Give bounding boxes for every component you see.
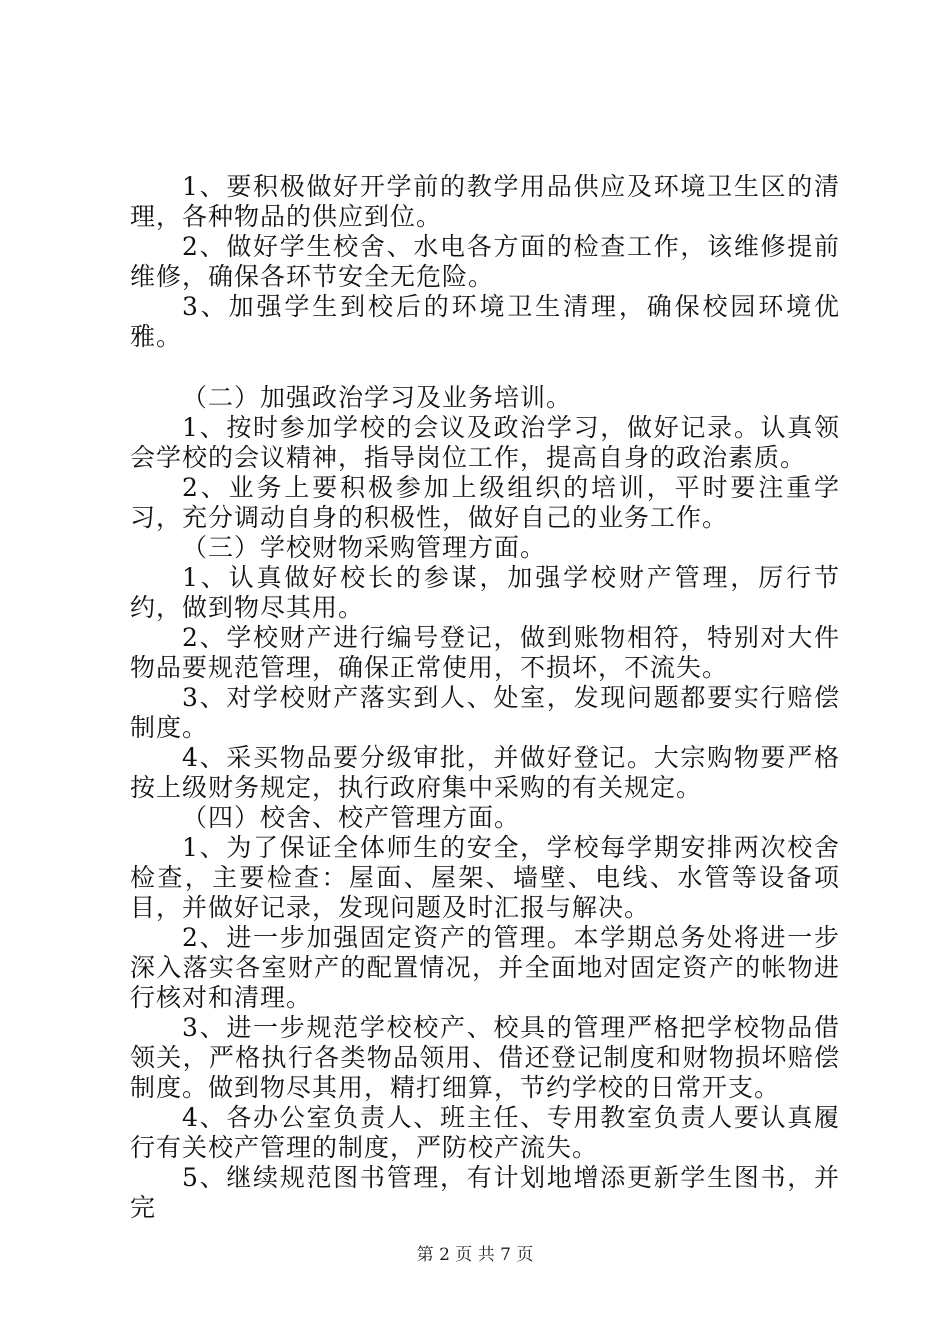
- paragraph: 2、业务上要积极参加上级组织的培训，平时要注重学习，充分调动自身的积极性，做好自己的业务工作。: [130, 473, 840, 532]
- paragraph: 2、进一步加强固定资产的管理。本学期总务处将进一步深入落实各室财产的配置情况，并全面地对固定资产的帐物进行核对和清理。: [130, 923, 840, 1012]
- page-number-footer: 第 2 页 共 7 页: [416, 1245, 534, 1265]
- paragraph: 5、继续规范图书管理，有计划地增添更新学生图书，并完: [130, 1163, 840, 1222]
- paragraph: 1、认真做好校长的参谋，加强学校财产管理，厉行节约，做到物尽其用。: [130, 563, 840, 622]
- paragraph: 2、学校财产进行编号登记，做到账物相符，特别对大件物品要规范管理，确保正常使用，不损坏，不流失。: [130, 623, 840, 682]
- section-heading: （二）加强政治学习及业务培训。: [182, 383, 573, 412]
- document-body: [130, 172, 840, 1223]
- paragraph: 3、进一步规范学校校产、校具的管理严格把学校物品借领关，严格执行各类物品领用、借还登记制度和财物损坏赔偿制度。做到物尽其用，精打细算，节约学校的日常开支。: [130, 1013, 840, 1102]
- section-heading: （四）校舍、校产管理方面。: [182, 803, 521, 832]
- paragraph: 4、采买物品要分级审批，并做好登记。大宗购物要严格按上级财务规定，执行政府集中采购的有关规定。: [130, 743, 840, 802]
- paragraph: 1、按时参加学校的会议及政治学习，做好记录。认真领会学校的会议精神，指导岗位工作，提高自身的政治素质。: [130, 413, 840, 472]
- paragraph: 1、为了保证全体师生的安全，学校每学期安排两次校舍检查，主要检查：屋面、屋架、墙壁、电线、水管等设备项目，并做好记录，发现问题及时汇报与解决。: [130, 833, 840, 922]
- blank-line: [130, 352, 840, 383]
- paragraph: 2、做好学生校舍、水电各方面的检查工作，该维修提前维修，确保各环节安全无危险。: [130, 232, 840, 291]
- paragraph: 4、各办公室负责人、班主任、专用教室负责人要认真履行有关校产管理的制度，严防校产流失。: [130, 1103, 840, 1162]
- paragraph: 1、要积极做好开学前的教学用品供应及环境卫生区的清理，各种物品的供应到位。: [130, 172, 840, 231]
- paragraph: 3、对学校财产落实到人、处室，发现问题都要实行赔偿制度。: [130, 683, 840, 742]
- section-heading: （三）学校财物采购管理方面。: [182, 533, 547, 562]
- paragraph: 3、加强学生到校后的环境卫生清理，确保校园环境优雅。: [130, 292, 840, 351]
